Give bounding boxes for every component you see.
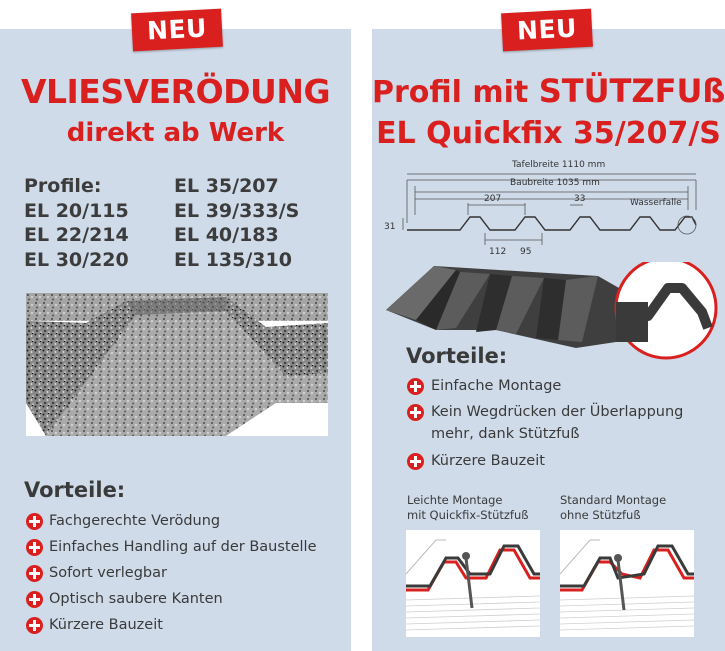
diagram-label-quickfix [407,493,529,523]
benefit-item: Fachgerechte Verödung [49,513,221,529]
diagram-with-support-foot [406,530,540,637]
dim-31: 31 [384,222,396,232]
quickfix-subtitle: EL Quickfix 35/207/S [376,116,721,151]
new-badge-left: NEU [131,9,223,52]
plus-icon [26,513,43,530]
profile-item: EL 30/220 [24,248,129,271]
plus-icon [407,378,424,395]
diagram-label-line: mit Quickfix-Stützfuß [407,508,529,522]
profile-dimension-drawing [380,155,710,265]
title-plain: Profil mit [372,75,539,110]
diagram-label-standard [560,493,666,523]
profile-item: EL 20/115 [24,199,129,222]
dim-112: 112 [489,247,507,257]
dim-207: 207 [484,194,502,204]
diagram-label-line: Leichte Montage [407,493,503,507]
profile-item: EL 39/333/S [174,199,300,222]
dim-baubreite: Baubreite 1035 mm [510,178,600,188]
benefit-item-continued: mehr, dank Stützfuß [431,426,580,442]
benefit-item: Kein Wegdrücken der Überlappung [431,404,684,420]
profiles-list-1 [24,174,129,272]
profile-item: EL 22/214 [24,224,129,246]
benefit-item: Einfaches Handling auf der Baustelle [49,539,317,555]
benefit-item: Kürzere Bauzeit [431,453,545,469]
new-badge-right: NEU [501,9,593,52]
benefit-item: Kürzere Bauzeit [49,617,163,633]
dim-33: 33 [574,194,586,204]
plus-icon [407,453,424,470]
plus-icon [26,565,43,582]
benefits-heading-right: Vorteile: [406,344,508,368]
benefit-item: Optisch saubere Kanten [49,591,223,607]
dim-95: 95 [520,247,532,257]
profile-item: EL 40/183 [174,224,279,246]
plus-icon [26,591,43,608]
vlies-title: VLIESVERÖDUNG [20,72,331,111]
profile-item: EL 135/310 [174,248,292,271]
dim-wasserfalle: Wasserfalle [630,198,682,208]
vlies-subtitle: direkt ab Werk [66,118,285,148]
title-caps: STÜTZFUß [538,72,725,110]
stuetzfuss-title [372,72,725,110]
plus-icon [26,539,43,556]
dim-tafelbreite: Tafelbreite 1110 mm [512,160,606,170]
benefit-item: Sofort verlegbar [49,565,167,581]
profiles-label: Profile: [24,175,102,197]
diagram-label-line: ohne Stützfuß [560,508,641,522]
plus-icon [407,404,424,421]
profile-item: EL 35/207 [174,175,279,197]
benefit-item: Einfache Montage [431,378,562,394]
profiles-list-2 [174,174,299,272]
diagram-label-line: Standard Montage [560,493,667,507]
fleece-profile-photo [26,293,328,436]
benefits-heading-left: Vorteile: [24,478,126,502]
diagram-without-support-foot [560,530,694,637]
plus-icon [26,617,43,634]
